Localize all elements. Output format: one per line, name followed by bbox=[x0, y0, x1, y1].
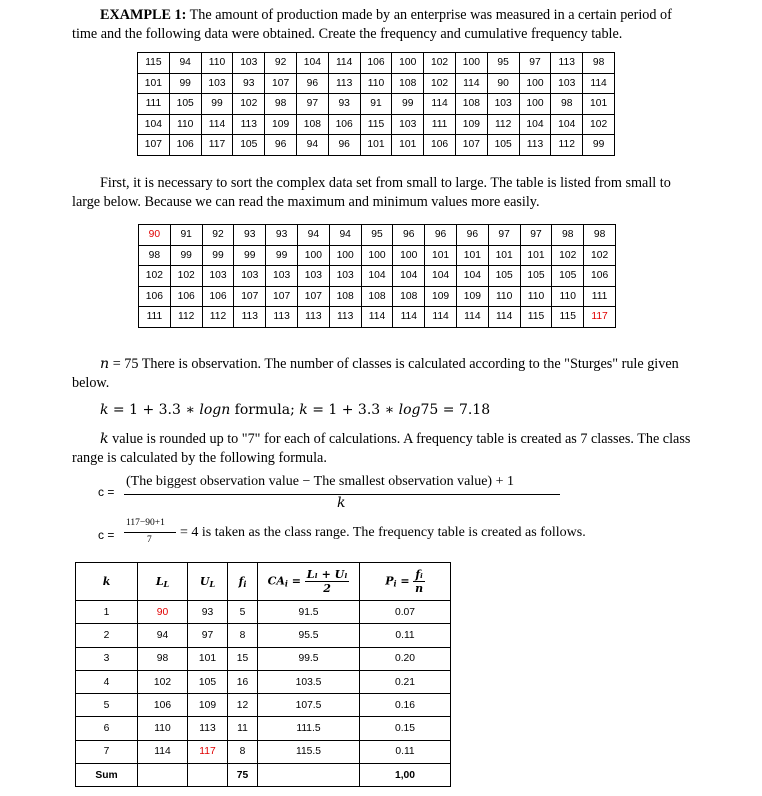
table-cell: 94 bbox=[296, 135, 328, 156]
sort-paragraph: First, it is necessary to sort the complex data set from small to large. The table is listed from small to large below. Because we can read the maximum and minimum values more easily. bbox=[72, 175, 671, 210]
table-cell: 110 bbox=[552, 286, 584, 307]
table-cell: 103 bbox=[201, 73, 233, 94]
table-cell: 113 bbox=[329, 307, 361, 328]
table-cell: 106 bbox=[360, 53, 392, 74]
table-cell: 104 bbox=[393, 266, 425, 287]
k-formula-part-6: = 1 + 3.3 ∗ bbox=[307, 402, 399, 418]
raw-data-row bbox=[138, 53, 615, 74]
table-cell: 104 bbox=[361, 266, 393, 287]
c-calc-text: = 4 is taken as the class range. The frequency table is created as follows. bbox=[180, 525, 586, 540]
table-cell: 96 bbox=[265, 135, 297, 156]
table-cell: 109 bbox=[425, 286, 457, 307]
table-cell: 99 bbox=[234, 245, 266, 266]
frequency-cell-upper: 117 bbox=[188, 740, 228, 763]
table-cell: 111 bbox=[138, 94, 170, 115]
table-cell: 104 bbox=[519, 114, 551, 135]
table-cell: 99 bbox=[392, 94, 424, 115]
frequency-cell-upper: 105 bbox=[188, 670, 228, 693]
table-cell: 101 bbox=[583, 94, 615, 115]
table-cell: 96 bbox=[425, 225, 457, 246]
k-formula-word: formula; bbox=[230, 402, 300, 418]
table-cell: 113 bbox=[266, 307, 298, 328]
frequency-cell-p: 0.07 bbox=[360, 601, 451, 624]
header-frequency: $f_i$ bbox=[228, 563, 258, 601]
table-cell: 104 bbox=[456, 266, 488, 287]
table-cell: 93 bbox=[328, 94, 360, 115]
frequency-cell-k: 5 bbox=[76, 694, 138, 717]
n-paragraph bbox=[72, 355, 692, 392]
frequency-table bbox=[75, 562, 451, 787]
table-cell: 111 bbox=[584, 286, 616, 307]
table-cell: 102 bbox=[552, 245, 584, 266]
table-cell: 105 bbox=[487, 135, 519, 156]
table-cell: 108 bbox=[361, 286, 393, 307]
table-cell: 103 bbox=[487, 94, 519, 115]
table-cell: 104 bbox=[296, 53, 328, 74]
frequency-cell-f: 16 bbox=[228, 670, 258, 693]
table-cell: 106 bbox=[328, 114, 360, 135]
frequency-cell-p: 0.11 bbox=[360, 740, 451, 763]
table-cell: 101 bbox=[138, 73, 170, 94]
table-cell: 113 bbox=[234, 307, 266, 328]
header-upper-limit: $U_L$ bbox=[188, 563, 228, 601]
table-cell: 113 bbox=[328, 73, 360, 94]
table-cell: 109 bbox=[455, 114, 487, 135]
table-cell: 103 bbox=[297, 266, 329, 287]
c-formula-denominator: k bbox=[337, 495, 346, 511]
frequency-empty-cell bbox=[258, 764, 360, 787]
table-cell: 102 bbox=[139, 266, 171, 287]
k-paragraph bbox=[72, 430, 692, 467]
table-cell: 107 bbox=[138, 135, 170, 156]
table-cell: 110 bbox=[520, 286, 552, 307]
n-symbol: n bbox=[100, 356, 110, 372]
frequency-cell-upper: 97 bbox=[188, 624, 228, 647]
frequency-cell-lower: 94 bbox=[138, 624, 188, 647]
frequency-cell-ca: 99.5 bbox=[258, 647, 360, 670]
frequency-cell-k: 3 bbox=[76, 647, 138, 670]
k-text: value is rounded up to "7" for each of calculations. A frequency table is created as 7 classes. The class range is calculated by the following formula. bbox=[72, 431, 691, 466]
table-cell: 114 bbox=[425, 307, 457, 328]
sorted-data-table bbox=[138, 224, 616, 328]
table-cell: 112 bbox=[487, 114, 519, 135]
frequency-cell-ca: 95.5 bbox=[258, 624, 360, 647]
header-class-average: $CA_i$ = $\frac{\text{Lₗ + Uₗ}}{2}$ bbox=[258, 563, 360, 601]
table-cell: 91 bbox=[170, 225, 202, 246]
table-cell: 106 bbox=[169, 135, 201, 156]
table-cell: 103 bbox=[266, 266, 298, 287]
table-cell: 117 bbox=[201, 135, 233, 156]
table-cell: 109 bbox=[265, 114, 297, 135]
table-cell: 115 bbox=[552, 307, 584, 328]
example-paragraph bbox=[72, 6, 692, 43]
frequency-empty-cell bbox=[188, 764, 228, 787]
frequency-cell-lower: 98 bbox=[138, 647, 188, 670]
table-cell: 114 bbox=[393, 307, 425, 328]
table-cell: 95 bbox=[487, 53, 519, 74]
frequency-cell-f: 8 bbox=[228, 740, 258, 763]
frequency-row bbox=[76, 601, 451, 624]
table-cell: 114 bbox=[488, 307, 520, 328]
table-cell: 94 bbox=[169, 53, 201, 74]
table-cell: 102 bbox=[233, 94, 265, 115]
frequency-cell-upper: 113 bbox=[188, 717, 228, 740]
table-cell: 98 bbox=[552, 225, 584, 246]
c-calc-lhs: c = bbox=[98, 528, 115, 542]
table-cell: 90 bbox=[487, 73, 519, 94]
frequency-cell-f: 11 bbox=[228, 717, 258, 740]
k-formula bbox=[100, 402, 490, 418]
frequency-row bbox=[76, 694, 451, 717]
table-cell: 97 bbox=[296, 94, 328, 115]
frequency-sum-row bbox=[76, 764, 451, 787]
example-title: EXAMPLE 1: bbox=[100, 7, 187, 23]
frequency-cell-p: 0.21 bbox=[360, 670, 451, 693]
raw-data-row bbox=[138, 135, 615, 156]
table-cell: 103 bbox=[234, 266, 266, 287]
frequency-row bbox=[76, 740, 451, 763]
table-cell: 113 bbox=[551, 53, 583, 74]
table-cell: 117 bbox=[584, 307, 616, 328]
table-cell: 107 bbox=[266, 286, 298, 307]
table-cell: 101 bbox=[360, 135, 392, 156]
frequency-cell-ca: 111.5 bbox=[258, 717, 360, 740]
table-cell: 113 bbox=[233, 114, 265, 135]
table-cell: 105 bbox=[520, 266, 552, 287]
frequency-cell-k: 1 bbox=[76, 601, 138, 624]
table-cell: 107 bbox=[297, 286, 329, 307]
table-cell: 107 bbox=[265, 73, 297, 94]
table-cell: 102 bbox=[583, 114, 615, 135]
table-cell: 110 bbox=[201, 53, 233, 74]
frequency-cell-upper: 101 bbox=[188, 647, 228, 670]
table-cell: 96 bbox=[328, 135, 360, 156]
table-cell: 96 bbox=[296, 73, 328, 94]
k-formula-symbol-1: k bbox=[100, 402, 109, 418]
table-cell: 112 bbox=[202, 307, 234, 328]
table-cell: 93 bbox=[233, 73, 265, 94]
table-cell: 114 bbox=[201, 114, 233, 135]
table-cell: 115 bbox=[520, 307, 552, 328]
table-cell: 105 bbox=[169, 94, 201, 115]
table-cell: 98 bbox=[583, 53, 615, 74]
table-cell: 102 bbox=[424, 53, 456, 74]
table-cell: 98 bbox=[551, 94, 583, 115]
table-cell: 100 bbox=[361, 245, 393, 266]
table-cell: 91 bbox=[360, 94, 392, 115]
table-cell: 100 bbox=[392, 53, 424, 74]
frequency-row bbox=[76, 624, 451, 647]
c-calc-fraction-line bbox=[124, 532, 176, 533]
table-cell: 115 bbox=[138, 53, 170, 74]
table-cell: 99 bbox=[266, 245, 298, 266]
table-cell: 110 bbox=[488, 286, 520, 307]
frequency-cell-ca: 115.5 bbox=[258, 740, 360, 763]
frequency-cell-p: 0.15 bbox=[360, 717, 451, 740]
table-cell: 96 bbox=[393, 225, 425, 246]
table-cell: 112 bbox=[551, 135, 583, 156]
k-formula-log: log bbox=[398, 402, 421, 418]
table-cell: 106 bbox=[170, 286, 202, 307]
table-cell: 108 bbox=[392, 73, 424, 94]
table-cell: 114 bbox=[455, 73, 487, 94]
sorted-data-row bbox=[139, 225, 616, 246]
example-text: The amount of production made by an enterprise was measured in a certain period of time and the following data were obtained. Create the frequency and cumulative frequency table. bbox=[72, 7, 672, 42]
raw-data-table bbox=[137, 52, 615, 156]
table-cell: 101 bbox=[392, 135, 424, 156]
frequency-cell-lower: 102 bbox=[138, 670, 188, 693]
frequency-cell-k: 7 bbox=[76, 740, 138, 763]
header-k: k bbox=[76, 563, 138, 601]
k-formula-symbol-2: k bbox=[299, 402, 308, 418]
table-cell: 114 bbox=[424, 94, 456, 115]
table-cell: 97 bbox=[488, 225, 520, 246]
frequency-cell-k: 2 bbox=[76, 624, 138, 647]
table-cell: 113 bbox=[297, 307, 329, 328]
table-cell: 107 bbox=[455, 135, 487, 156]
frequency-cell-lower: 90 bbox=[138, 601, 188, 624]
table-cell: 96 bbox=[456, 225, 488, 246]
table-cell: 105 bbox=[233, 135, 265, 156]
table-cell: 106 bbox=[139, 286, 171, 307]
frequency-cell-ca: 107.5 bbox=[258, 694, 360, 717]
table-cell: 106 bbox=[202, 286, 234, 307]
frequency-cell-p: 0.16 bbox=[360, 694, 451, 717]
table-cell: 114 bbox=[456, 307, 488, 328]
table-cell: 97 bbox=[519, 53, 551, 74]
header-relative-frequency: $P_i$ = $\frac{\text{fᵢ}}{n}$ bbox=[360, 563, 451, 601]
frequency-cell-p: 0.20 bbox=[360, 647, 451, 670]
frequency-cell-lower: 110 bbox=[138, 717, 188, 740]
frequency-cell-ca: 91.5 bbox=[258, 601, 360, 624]
sorted-data-row bbox=[139, 266, 616, 287]
table-cell: 111 bbox=[424, 114, 456, 135]
table-cell: 94 bbox=[329, 225, 361, 246]
table-cell: 102 bbox=[170, 266, 202, 287]
table-cell: 108 bbox=[455, 94, 487, 115]
frequency-cell-lower: 106 bbox=[138, 694, 188, 717]
n-text: = 75 There is observation. The number of classes is calculated according to the "Sturges" rule given below. bbox=[72, 356, 679, 391]
table-cell: 107 bbox=[234, 286, 266, 307]
k-formula-result: 75 = 7.18 bbox=[420, 402, 491, 418]
frequency-row bbox=[76, 647, 451, 670]
table-cell: 100 bbox=[519, 73, 551, 94]
table-cell: 114 bbox=[361, 307, 393, 328]
table-cell: 92 bbox=[202, 225, 234, 246]
table-cell: 100 bbox=[455, 53, 487, 74]
table-cell: 104 bbox=[425, 266, 457, 287]
frequency-row bbox=[76, 670, 451, 693]
frequency-sum-relative-cell: 1,00 bbox=[360, 764, 451, 787]
table-cell: 103 bbox=[551, 73, 583, 94]
table-cell: 110 bbox=[169, 114, 201, 135]
table-cell: 113 bbox=[519, 135, 551, 156]
table-cell: 102 bbox=[584, 245, 616, 266]
table-cell: 114 bbox=[583, 73, 615, 94]
frequency-cell-k: 6 bbox=[76, 717, 138, 740]
table-cell: 99 bbox=[169, 73, 201, 94]
table-cell: 98 bbox=[139, 245, 171, 266]
sorted-data-row bbox=[139, 307, 616, 328]
table-cell: 111 bbox=[139, 307, 171, 328]
table-cell: 97 bbox=[520, 225, 552, 246]
frequency-cell-f: 8 bbox=[228, 624, 258, 647]
table-cell: 101 bbox=[456, 245, 488, 266]
table-cell: 106 bbox=[424, 135, 456, 156]
header-lower-limit: $L_L$ bbox=[138, 563, 188, 601]
table-cell: 115 bbox=[360, 114, 392, 135]
frequency-cell-f: 5 bbox=[228, 601, 258, 624]
table-cell: 100 bbox=[297, 245, 329, 266]
table-cell: 100 bbox=[519, 94, 551, 115]
c-formula-lhs: c = bbox=[98, 485, 115, 499]
table-cell: 101 bbox=[520, 245, 552, 266]
frequency-table-header-row bbox=[76, 563, 451, 601]
c-calc-denominator: 7 bbox=[147, 535, 152, 545]
k-formula-logn: logn bbox=[199, 402, 231, 418]
table-cell: 104 bbox=[138, 114, 170, 135]
table-cell: 103 bbox=[392, 114, 424, 135]
table-cell: 104 bbox=[551, 114, 583, 135]
table-cell: 105 bbox=[552, 266, 584, 287]
raw-data-row bbox=[138, 94, 615, 115]
table-cell: 114 bbox=[328, 53, 360, 74]
table-cell: 98 bbox=[265, 94, 297, 115]
table-cell: 109 bbox=[456, 286, 488, 307]
table-cell: 95 bbox=[361, 225, 393, 246]
table-cell: 101 bbox=[488, 245, 520, 266]
table-cell: 108 bbox=[329, 286, 361, 307]
frequency-cell-f: 12 bbox=[228, 694, 258, 717]
k-formula-part-2: = 1 + 3.3 ∗ bbox=[108, 402, 200, 418]
table-cell: 106 bbox=[584, 266, 616, 287]
table-cell: 100 bbox=[393, 245, 425, 266]
table-cell: 103 bbox=[202, 266, 234, 287]
table-cell: 98 bbox=[584, 225, 616, 246]
table-cell: 100 bbox=[329, 245, 361, 266]
frequency-cell-lower: 114 bbox=[138, 740, 188, 763]
table-cell: 99 bbox=[201, 94, 233, 115]
table-cell: 105 bbox=[488, 266, 520, 287]
table-cell: 108 bbox=[296, 114, 328, 135]
k-symbol: k bbox=[100, 431, 109, 447]
table-cell: 99 bbox=[202, 245, 234, 266]
raw-data-row bbox=[138, 73, 615, 94]
frequency-sum-frequency-cell: 75 bbox=[228, 764, 258, 787]
raw-data-row bbox=[138, 114, 615, 135]
table-cell: 92 bbox=[265, 53, 297, 74]
frequency-cell-upper: 109 bbox=[188, 694, 228, 717]
table-cell: 99 bbox=[170, 245, 202, 266]
table-cell: 108 bbox=[393, 286, 425, 307]
table-cell: 102 bbox=[424, 73, 456, 94]
table-cell: 93 bbox=[234, 225, 266, 246]
frequency-cell-f: 15 bbox=[228, 647, 258, 670]
sorted-data-row bbox=[139, 286, 616, 307]
frequency-sum-label-cell: Sum bbox=[76, 764, 138, 787]
frequency-cell-ca: 103.5 bbox=[258, 670, 360, 693]
table-cell: 103 bbox=[233, 53, 265, 74]
c-formula-numerator: (The biggest observation value − The smallest observation value) + 1 bbox=[126, 474, 514, 489]
frequency-empty-cell bbox=[138, 764, 188, 787]
frequency-row bbox=[76, 717, 451, 740]
table-cell: 101 bbox=[425, 245, 457, 266]
table-cell: 93 bbox=[266, 225, 298, 246]
frequency-cell-p: 0.11 bbox=[360, 624, 451, 647]
sorted-data-row bbox=[139, 245, 616, 266]
frequency-cell-upper: 93 bbox=[188, 601, 228, 624]
table-cell: 90 bbox=[139, 225, 171, 246]
table-cell: 99 bbox=[583, 135, 615, 156]
c-calc-numerator: 117−90+1 bbox=[126, 518, 165, 528]
frequency-cell-k: 4 bbox=[76, 670, 138, 693]
table-cell: 110 bbox=[360, 73, 392, 94]
table-cell: 112 bbox=[170, 307, 202, 328]
table-cell: 94 bbox=[297, 225, 329, 246]
table-cell: 103 bbox=[329, 266, 361, 287]
